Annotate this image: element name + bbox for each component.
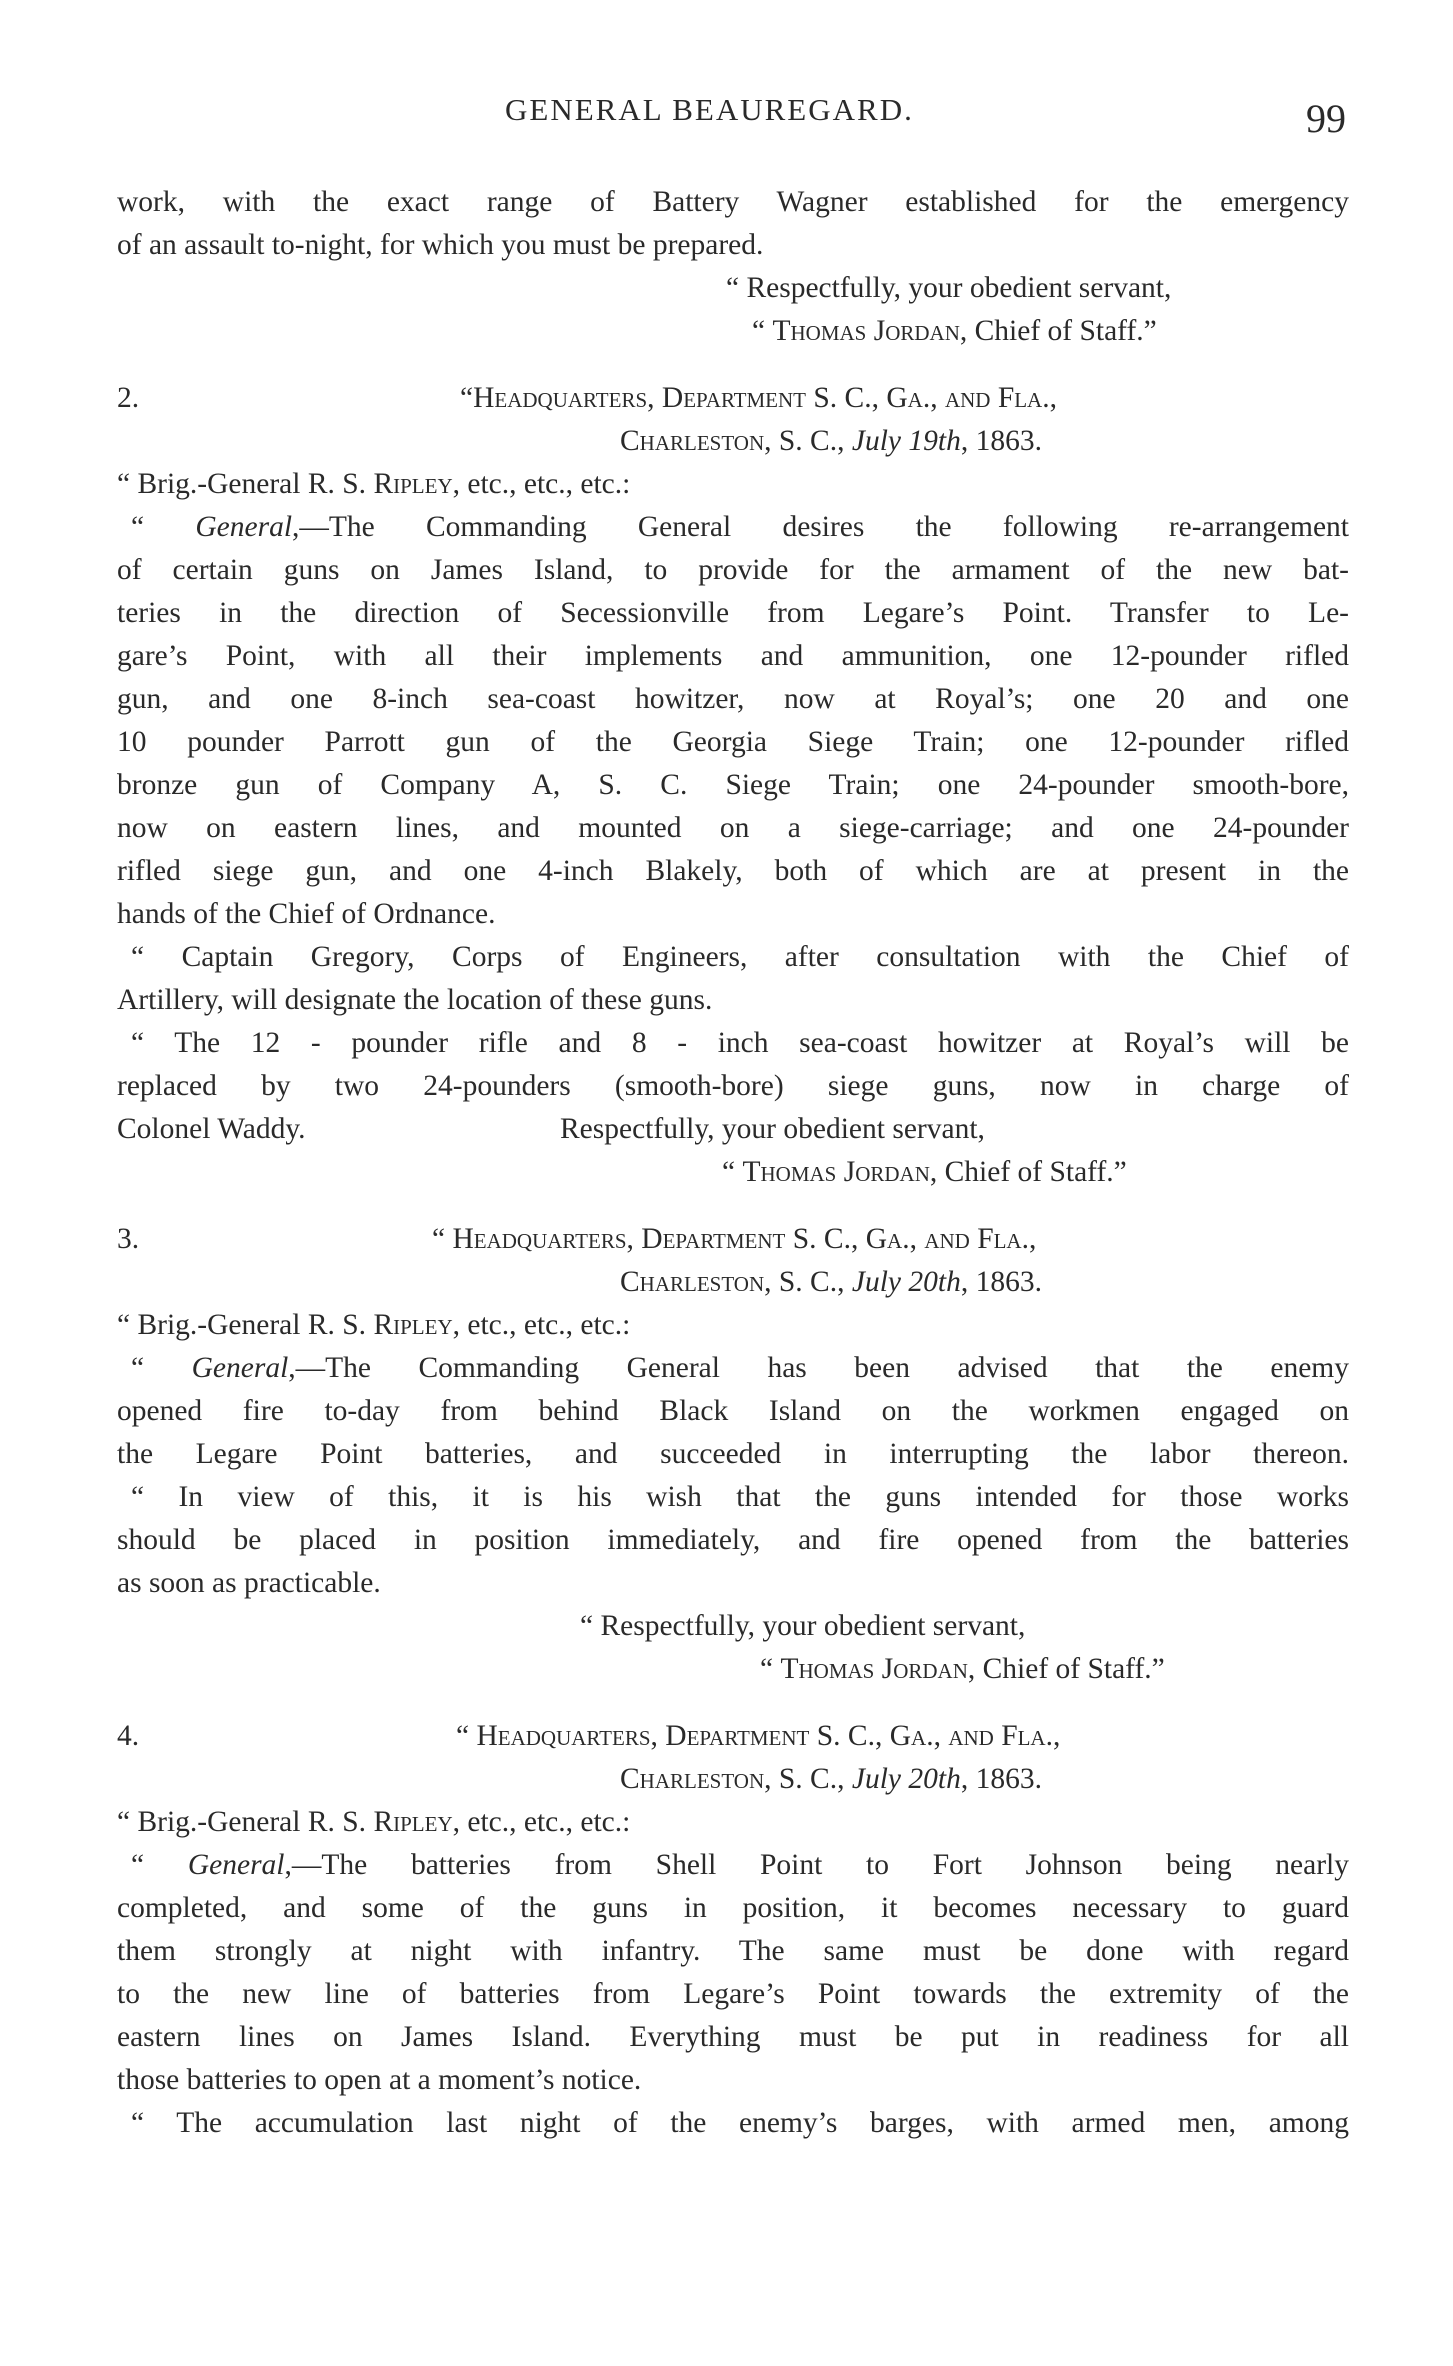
text-line: of an assault to-night, for which you must be prepared. <box>117 229 764 261</box>
text-line: the Legare Point batteries, and succeeded in interrupting the labor thereon. <box>117 1438 1349 1470</box>
hq-name: Headquarters, Department <box>473 382 807 414</box>
text-line: “ The accumulation last night of the enemy’s barges, with armed men, among <box>131 2107 1349 2139</box>
addr-name: Ripley <box>373 1309 453 1341</box>
text-line: “ The 12 - pounder rifle and 8 - inch sea-coast howitzer at Royal’s will be <box>131 1027 1349 1059</box>
text-line: rifled siege gun, and one 4-inch Blakely, both of which are at present in the <box>117 855 1349 887</box>
dateline-headquarters <box>456 1716 1060 1756</box>
place-name: Charleston <box>620 1266 765 1298</box>
place-name: Charleston <box>620 1763 765 1795</box>
salutation: General <box>191 1352 289 1384</box>
hq-tail: S. C., <box>785 1223 866 1255</box>
salute-open: “ <box>131 1849 188 1881</box>
addr-open: “ Brig.-General R. S. <box>117 1309 374 1341</box>
text-line: to the new line of batteries from Legare’s Point towards the extremity of the <box>117 1978 1349 2010</box>
text-line <box>131 1845 1349 1885</box>
hq-open: “ <box>460 382 474 414</box>
salute-open: “ <box>131 511 196 543</box>
addr-tail: , etc., etc., etc.: <box>452 1309 631 1341</box>
sig-name: Thomas Jordan <box>742 1156 930 1188</box>
running-head: GENERAL BEAUREGARD. <box>505 92 914 127</box>
text-line: them strongly at night with infantry. The same must be done with regard <box>117 1935 1349 1967</box>
text-run: ,—The Commanding General desires the following re-arrangement <box>292 511 1350 543</box>
text-line: opened fire to-day from behind Black Island on the workmen engaged on <box>117 1395 1349 1427</box>
text-line: should be placed in position immediately, and fire opened from the batteries <box>117 1524 1349 1556</box>
text-line: gun, and one 8-inch sea-coast howitzer, now at Royal’s; one 20 and one <box>117 683 1349 715</box>
addressee <box>117 1802 630 1842</box>
hq-name: Headquarters, Department <box>452 1223 786 1255</box>
addr-open: “ Brig.-General R. S. <box>117 468 374 500</box>
dateline-headquarters <box>432 1219 1036 1259</box>
addr-open: “ Brig.-General R. S. <box>117 1806 374 1838</box>
addressee <box>117 1305 630 1345</box>
year: , 1863. <box>960 1763 1042 1795</box>
signature <box>722 1152 1127 1192</box>
text-run: ,—The Commanding General has been advised that the enemy <box>288 1352 1349 1384</box>
addr-tail: , etc., etc., etc.: <box>452 468 631 500</box>
addr-name: Ripley <box>373 468 453 500</box>
date: July 19th <box>851 425 961 457</box>
signature <box>760 1649 1165 1689</box>
text-line: those batteries to open at a moment’s notice. <box>117 2064 642 2096</box>
text-line: “ Captain Gregory, Corps of Engineers, after consultation with the Chief of <box>131 941 1349 973</box>
page-header <box>0 92 1453 152</box>
text-line: Artillery, will designate the location of these guns. <box>117 984 713 1016</box>
sig-open: “ <box>752 315 773 347</box>
addressee <box>117 464 630 504</box>
sig-tail: , Chief of Staff.” <box>967 1653 1165 1685</box>
date: July 20th <box>851 1266 961 1298</box>
text-line: hands of the Chief of Ordnance. <box>117 898 496 930</box>
place-tail: , S. C., <box>764 1266 852 1298</box>
text-line: gare’s Point, with all their implements and ammunition, one 12-pounder rifled <box>117 640 1349 672</box>
text-line: Colonel Waddy. <box>117 1113 306 1145</box>
text-line: work, with the exact range of Battery Wagner established for the emergency <box>117 186 1349 218</box>
hq-tail: S. C., <box>806 382 887 414</box>
signature <box>752 311 1157 351</box>
text-line: replaced by two 24-pounders (smooth-bore) siege guns, now in charge of <box>117 1070 1349 1102</box>
text-line: bronze gun of Company A, S. C. Siege Train; one 24-pounder smooth-bore, <box>117 769 1349 801</box>
hq-open: “ <box>432 1223 453 1255</box>
text-line: of certain guns on James Island, to provide for the armament of the new bat- <box>117 554 1349 586</box>
letter-number: 4. <box>117 1720 140 1752</box>
closing: Respectfully, your obedient servant, <box>560 1113 985 1145</box>
sig-open: “ <box>760 1653 781 1685</box>
hq-states: Ga., and Fla., <box>889 1720 1061 1752</box>
sig-tail: , Chief of Staff.” <box>929 1156 1127 1188</box>
page-number: 99 <box>1306 96 1346 141</box>
salutation: General <box>195 511 293 543</box>
letter-number: 2. <box>117 382 140 414</box>
text-line: now on eastern lines, and mounted on a siege-carriage; and one 24-pounder <box>117 812 1349 844</box>
hq-states: Ga., and Fla., <box>886 382 1057 414</box>
dateline-headquarters <box>460 378 1057 418</box>
text-run: ,—The batteries from Shell Point to Fort Johnson being nearly <box>284 1849 1350 1881</box>
dateline-place <box>620 421 1042 461</box>
text-line: 10 pounder Parrott gun of the Georgia Siege Train; one 12-pounder rifled <box>117 726 1349 758</box>
text-line: completed, and some of the guns in position, it becomes necessary to guard <box>117 1892 1349 1924</box>
salutation: General <box>187 1849 285 1881</box>
hq-name: Headquarters, Department <box>476 1720 810 1752</box>
place-tail: , S. C., <box>764 425 852 457</box>
text-line <box>131 1348 1349 1388</box>
place-name: Charleston <box>620 425 765 457</box>
text-line: teries in the direction of Secessionville from Legare’s Point. Transfer to Le- <box>117 597 1349 629</box>
closing: “ Respectfully, your obedient servant, <box>580 1610 1026 1642</box>
year: , 1863. <box>960 425 1042 457</box>
dateline-place <box>620 1759 1042 1799</box>
hq-states: Ga., and Fla., <box>865 1223 1037 1255</box>
salute-open: “ <box>131 1352 192 1384</box>
year: , 1863. <box>960 1266 1042 1298</box>
closing: “ Respectfully, your obedient servant, <box>726 272 1172 304</box>
sig-open: “ <box>722 1156 743 1188</box>
text-line: eastern lines on James Island. Everything must be put in readiness for all <box>117 2021 1349 2053</box>
text-line: “ In view of this, it is his wish that the guns intended for those works <box>131 1481 1349 1513</box>
letter-number: 3. <box>117 1223 140 1255</box>
sig-tail: , Chief of Staff.” <box>959 315 1157 347</box>
sig-name: Thomas Jordan <box>772 315 960 347</box>
place-tail: , S. C., <box>764 1763 852 1795</box>
addr-name: Ripley <box>373 1806 453 1838</box>
text-line: as soon as practicable. <box>117 1567 381 1599</box>
date: July 20th <box>851 1763 961 1795</box>
dateline-place <box>620 1262 1042 1302</box>
hq-tail: S. C., <box>809 1720 890 1752</box>
text-line <box>131 507 1349 547</box>
hq-open: “ <box>456 1720 477 1752</box>
sig-name: Thomas Jordan <box>780 1653 968 1685</box>
addr-tail: , etc., etc., etc.: <box>452 1806 631 1838</box>
